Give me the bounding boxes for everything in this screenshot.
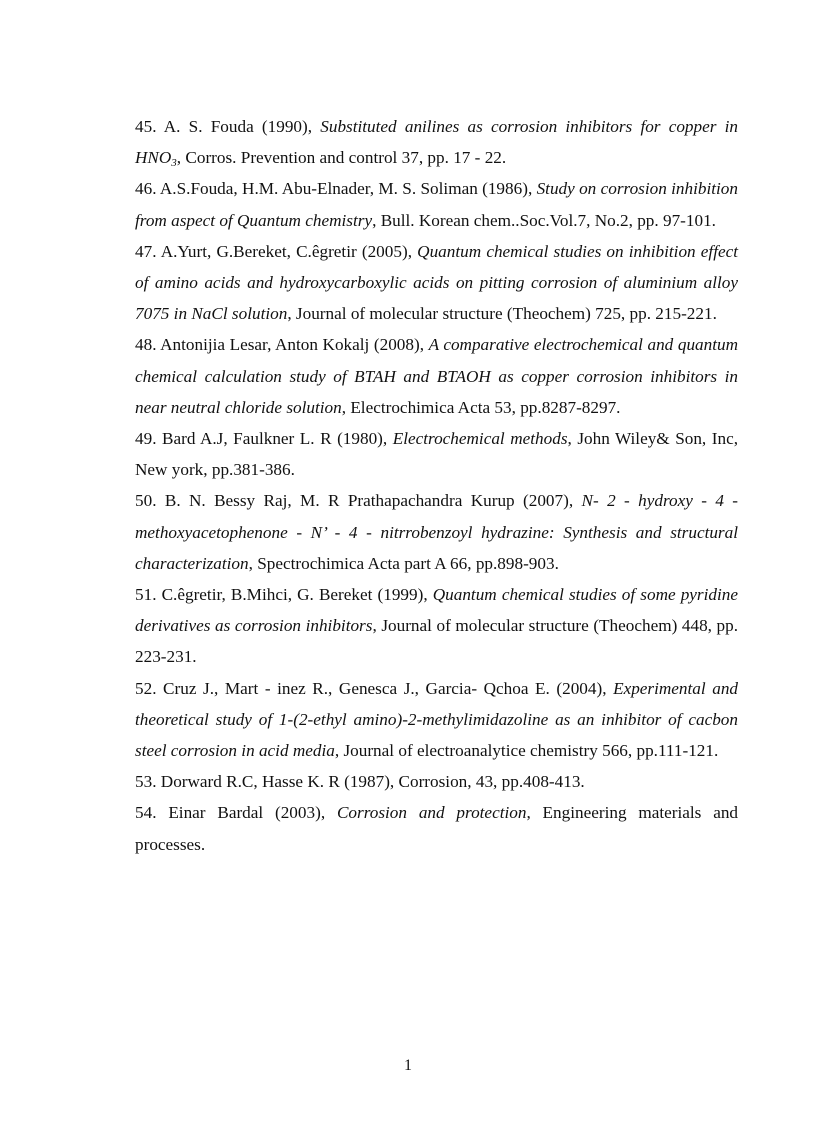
reference-authors: Cruz J., Mart - inez R., Genesca J., Garcia- Qchoa E. (2004), (163, 678, 607, 698)
reference-number: 54. (135, 803, 157, 823)
reference-source: , John Wiley& Son, Inc, New york, pp.381-386. (135, 429, 738, 480)
reference-title: Experimental and theoretical study of 1-(2-ethyl amino)-2-methylimidazoline as an inhibitor of cacbon steel corrosion in acid media (135, 678, 739, 761)
reference-source: , Spectrochimica Acta part A 66, pp.898-903. (248, 553, 559, 573)
reference-source: , Engineering materials and processes. (135, 803, 739, 854)
reference-item-49 (135, 423, 738, 485)
reference-authors: Bard A.J, Faulkner L. R (1980), (162, 429, 388, 449)
reference-item-53 (135, 766, 738, 797)
reference-number: 46. (135, 179, 157, 199)
reference-item-50 (135, 485, 738, 579)
reference-item-46 (135, 173, 738, 235)
reference-title: Study on corrosion inhibition from aspect of Quantum chemistry (135, 179, 738, 230)
reference-title: Quantum chemical studies of some pyridine derivatives as corrosion inhibitors (135, 585, 738, 636)
page-number: 1 (404, 1057, 412, 1074)
reference-authors: A.S.Fouda, H.M. Abu-Elnader, M. S. Soliman (1986), (159, 179, 533, 199)
reference-source: , Journal of molecular structure (Theochem) 448, pp. 223-231. (135, 616, 739, 667)
reference-authors: C.êgretir, B.Mihci, G. Bereket (1999), (161, 585, 428, 605)
reference-number: 50. (135, 491, 157, 511)
reference-item-51 (135, 579, 738, 673)
reference-source: , Bull. Korean chem..Soc.Vol.7, No.2, pp. 97-101. (372, 210, 716, 230)
reference-number: 48. (135, 335, 157, 355)
reference-number: 53. (135, 772, 157, 792)
reference-title: Quantum chemical studies on inhibition effect of amino acids and hydroxycarboxylic acids on pitting corrosion of aluminium alloy 7075 in NaCl solution (135, 241, 739, 324)
reference-item-52 (135, 673, 738, 767)
reference-source: , Electrochimica Acta 53, pp.8287-8297. (341, 397, 621, 417)
reference-number: 47. (135, 241, 157, 261)
reference-number: 52. (135, 678, 157, 698)
reference-authors: Dorward R.C, Hasse K. R (1987), (160, 772, 395, 792)
reference-number: 51. (135, 585, 157, 605)
reference-authors: B. N. Bessy Raj, M. R Prathapachandra Kurup (2007), (164, 491, 574, 511)
reference-authors: Einar Bardal (2003), (168, 803, 326, 823)
reference-item-48 (135, 329, 738, 423)
reference-source: , Corros. Prevention and control 37, pp. 17 - 22. (176, 148, 507, 168)
reference-authors: A.Yurt, G.Bereket, C.êgretir (2005), (160, 241, 412, 261)
reference-item-54 (135, 797, 738, 859)
reference-authors: Antonijia Lesar, Anton Kokalj (2008), (160, 335, 424, 355)
reference-number: 45. (135, 117, 157, 136)
reference-number: 49. (135, 429, 157, 449)
reference-list (135, 111, 738, 860)
reference-title: A comparative electrochemical and quantum chemical calculation study of BTAH and BTAOH as copper corrosion inhibitors in near neutral chloride solution (135, 335, 739, 417)
reference-source: , Journal of electroanalytice chemistry 566, pp.111-121. (334, 741, 719, 761)
reference-item-45 (135, 111, 738, 173)
reference-authors: A. S. Fouda (1990), (163, 117, 313, 136)
reference-item-47 (135, 236, 738, 330)
reference-source: , Journal of molecular structure (Theochem) 725, pp. 215-221. (287, 304, 717, 324)
reference-title: Corrosion and protection (336, 803, 527, 823)
reference-title: Substituted anilines as corrosion inhibitors for copper in $HNO_3$ (135, 117, 739, 170)
reference-source: Corrosion, 43, pp.408-413. (398, 772, 585, 792)
subscript: 3 (171, 157, 177, 170)
reference-title: Electrochemical methods (392, 429, 568, 449)
reference-title: N- 2 - hydroxy - 4 - methoxyacetophenone - N’ - 4 - nitrrobenzoyl hydrazine: Synthesis and structural characterization (135, 491, 739, 573)
